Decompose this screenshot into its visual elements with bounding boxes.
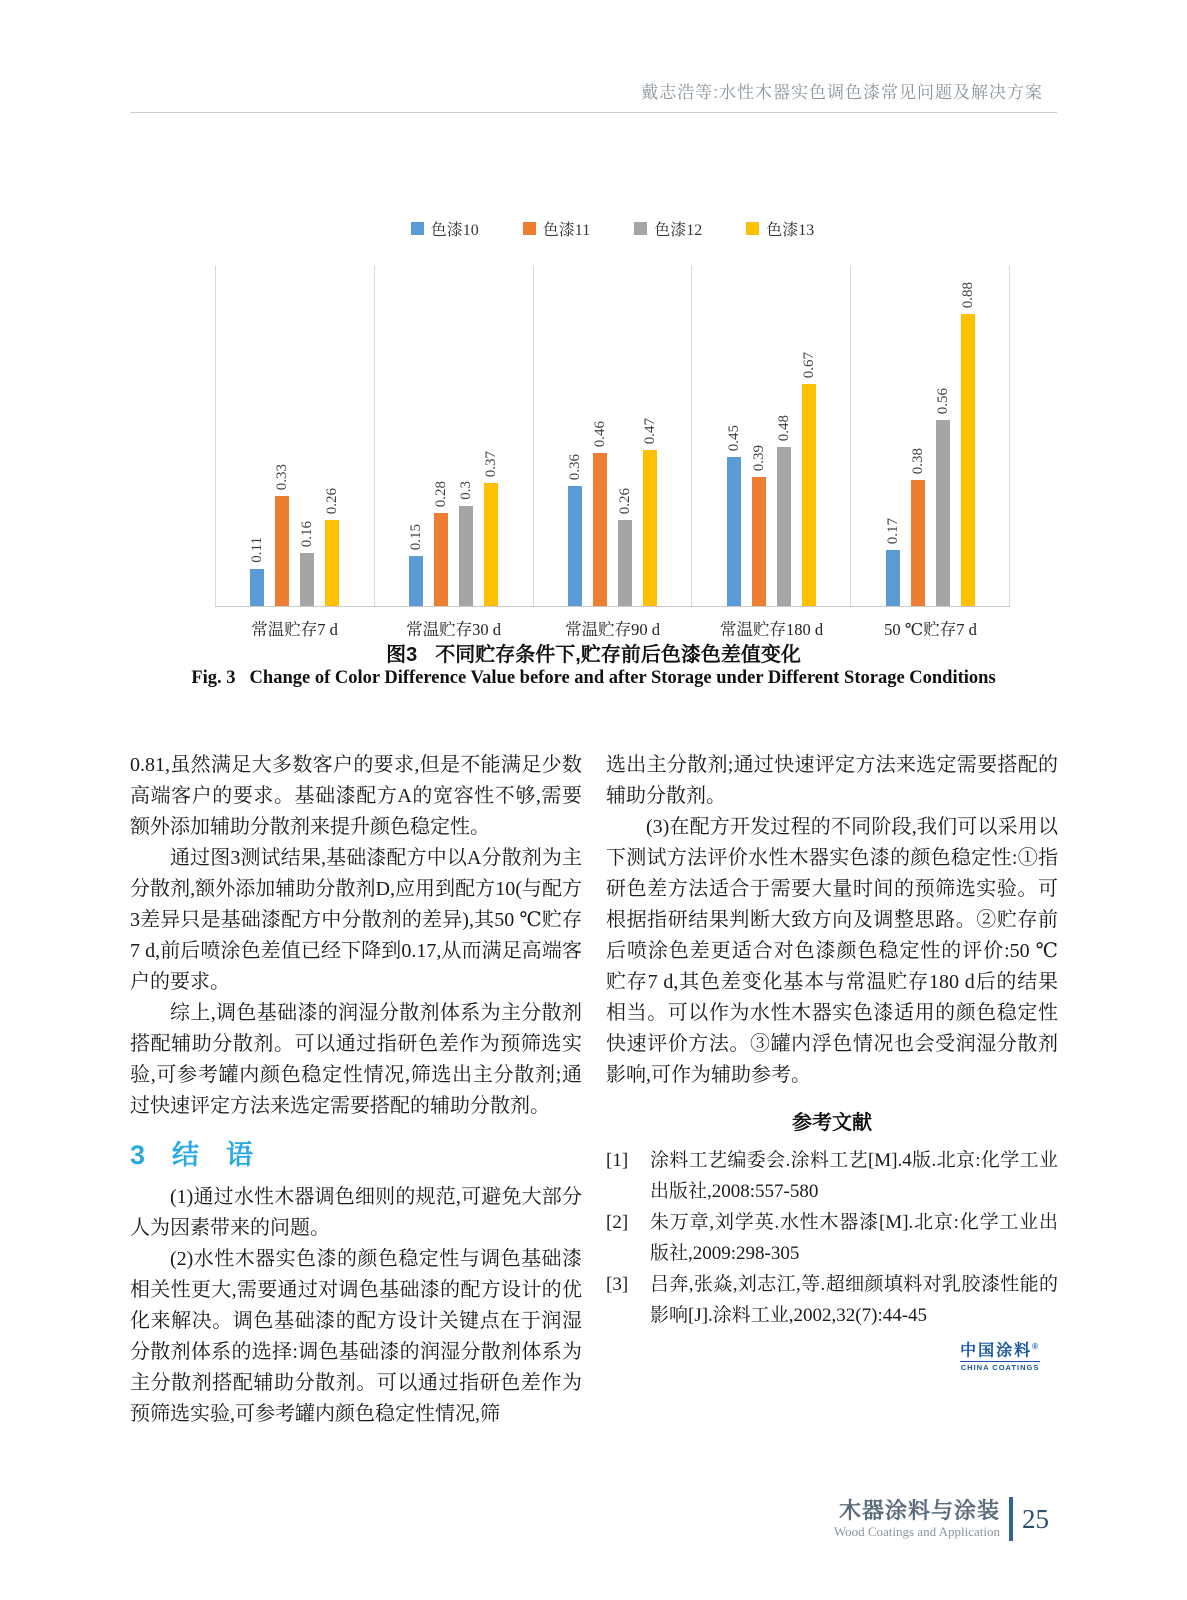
bar-value-label: 0.39 — [750, 444, 767, 471]
chart-group — [691, 266, 850, 606]
chart-group — [215, 266, 374, 606]
chart-bar — [959, 281, 976, 606]
paragraph: (3)在配方开发过程的不同阶段,我们可以采用以下测试方法评价水性木器实色漆的颜色稳定性:①指研色差方法适合于需要大量时间的预筛选实验。可根据指研结果判断大致方向及调整思路。②贮存前后喷涂色差更适合对色漆颜色稳定性的评价:50 ℃贮存7 d,其色差变化基本与常温贮存180 d后的结果相当。可以作为水性木器实色漆适用的颜色稳定性快速评价方法。③罐内浮色情况也会受润湿分散剂影响,可作为辅助参考。 — [606, 816, 1058, 1086]
chart-legend — [215, 218, 1010, 238]
legend-label: 色漆11 — [542, 221, 591, 239]
reference-item — [606, 1269, 1058, 1331]
bar-value-label: 0.11 — [249, 537, 266, 563]
figure-number-zh: 图3 — [386, 644, 418, 666]
figure-caption-zh — [130, 638, 1057, 667]
chart-bar — [299, 520, 316, 606]
references-list — [606, 1145, 1058, 1331]
page-number: 25 — [1022, 1504, 1049, 1534]
logo-text-zh — [960, 1338, 1040, 1360]
journal-titles — [834, 1499, 1000, 1540]
bar-value-label: 0.26 — [324, 487, 341, 514]
figure-caption-en-text: Change of Color Difference Value before and after Storage under Different Storage Conditions — [249, 668, 996, 688]
chart-group — [374, 266, 533, 606]
category-label: 常温贮存30 d — [406, 620, 501, 639]
bar-value-label: 0.16 — [299, 520, 316, 547]
chart-bar — [750, 444, 767, 606]
bar-value-label: 0.15 — [408, 523, 425, 550]
figure-number-en: Fig. 3 — [191, 668, 236, 688]
chart-bar — [249, 537, 266, 606]
legend-label: 色漆13 — [766, 221, 815, 239]
bar-value-label: 0.38 — [909, 447, 926, 474]
chart-bar — [641, 417, 658, 606]
category-label: 50 ℃贮存7 d — [884, 620, 977, 639]
chart-group — [850, 266, 1009, 606]
paragraph: (1)通过水性木器调色细则的规范,可避免大部分人为因素带来的问题。 — [130, 1186, 582, 1239]
reference-number: [2] — [606, 1212, 629, 1233]
bar-value-label: 0.56 — [934, 387, 951, 414]
legend-swatch-icon — [523, 222, 536, 235]
paragraph: 选出主分散剂;通过快速评定方法来选定需要搭配的辅助分散剂。 — [606, 754, 1058, 807]
legend-item — [523, 218, 590, 238]
running-header: 戴志浩等:水性木器实色调色漆常见问题及解决方案 — [130, 78, 1057, 113]
bar-value-label: 0.67 — [800, 351, 817, 378]
chart-bar — [775, 414, 792, 606]
bar-value-label: 0.36 — [566, 453, 583, 480]
reference-number: [3] — [606, 1274, 629, 1295]
reference-item — [606, 1145, 1058, 1207]
references-heading: 参考文献 — [792, 1112, 872, 1134]
chart-bar — [909, 447, 926, 606]
footer-divider — [1009, 1497, 1013, 1541]
legend-swatch-icon — [411, 222, 424, 235]
chart-bar — [725, 424, 742, 606]
legend-label: 色漆12 — [654, 221, 703, 239]
chart-bar — [274, 463, 291, 606]
category-label: 常温贮存180 d — [719, 620, 824, 639]
chart-category-axis — [215, 616, 1010, 640]
left-column-paragraphs — [130, 750, 582, 1122]
registered-mark-icon: ® — [1032, 1342, 1040, 1351]
paragraph: 通过图3测试结果,基础漆配方中以A分散剂为主分散剂,额外添加辅助分散剂D,应用到配方10(与配方3差异只是基础漆配方中分散剂的差异),其50 ℃贮存7 d,前后喷涂色差值已经下降到0.17,从而满足高端客户的要求。 — [130, 847, 582, 993]
bar-value-label: 0.47 — [641, 417, 658, 444]
figure-caption-en — [90, 668, 1097, 689]
reference-item — [606, 1207, 1058, 1269]
section-heading-conclusion: 3 结 语 — [130, 1140, 254, 1170]
page-footer — [834, 1497, 1049, 1541]
bar-value-label: 0.28 — [433, 480, 450, 507]
legend-swatch-icon — [634, 222, 647, 235]
chart-bar — [408, 523, 425, 606]
bar-value-label: 0.37 — [483, 450, 500, 477]
right-column-paragraphs — [606, 750, 1058, 1091]
left-column — [130, 750, 582, 1430]
china-coatings-logo — [960, 1338, 1040, 1372]
bar-value-label: 0.48 — [775, 414, 792, 441]
bar-value-label: 0.17 — [884, 517, 901, 544]
chart-bar — [800, 351, 817, 606]
conclusion-paragraphs — [130, 1182, 582, 1430]
legend-label: 色漆10 — [430, 221, 479, 239]
bar-value-label: 0.33 — [274, 463, 291, 490]
chart-bar — [616, 487, 633, 606]
logo-text-en: CHINA COATINGS — [960, 1363, 1040, 1373]
bar-value-label: 0.3 — [458, 481, 475, 500]
chart-bar — [458, 481, 475, 606]
chart-plot-area — [215, 266, 1010, 607]
figure3-chart — [215, 218, 1010, 640]
logo-brand-zh: 中国涂料 — [960, 1342, 1033, 1360]
legend-item — [746, 218, 814, 238]
journal-title-en: Wood Coatings and Application — [833, 1523, 1000, 1539]
paragraph: 0.81,虽然满足大多数客户的要求,但是不能满足少数高端客户的要求。基础漆配方A的宽容性不够,需要额外添加辅助分散剂来提升颜色稳定性。 — [130, 754, 582, 838]
bar-value-label: 0.26 — [616, 487, 633, 514]
chart-bar — [934, 387, 951, 606]
reference-number: [1] — [606, 1150, 629, 1171]
chart-bar — [591, 420, 608, 606]
chart-bar — [433, 480, 450, 606]
bar-value-label: 0.45 — [725, 424, 742, 451]
paragraph: 综上,调色基础漆的润湿分散剂体系为主分散剂搭配辅助分散剂。可以通过指研色差作为预筛选实验,可参考罐内颜色稳定性情况,筛选出主分散剂;通过快速评定方法来选定需要搭配的辅助分散剂。 — [130, 1002, 582, 1117]
reference-text: 朱万章,刘学英.水性木器漆[M].北京:化学工业出版社,2009:298-305 — [650, 1212, 1058, 1264]
legend-swatch-icon — [746, 222, 759, 235]
reference-text: 涂料工艺编委会.涂料工艺[M].4版.北京:化学工业出版社,2008:557-580 — [650, 1150, 1058, 1202]
chart-group — [533, 266, 692, 606]
bar-value-label: 0.46 — [591, 420, 608, 447]
reference-text: 吕奔,张焱,刘志江,等.超细颜填料对乳胶漆性能的影响[J].涂料工业,2002,32(7):44-45 — [650, 1274, 1058, 1326]
paragraph: (2)水性木器实色漆的颜色稳定性与调色基础漆相关性更大,需要通过对调色基础漆的配方设计的优化来解决。调色基础漆的配方设计关键点在于润湿分散剂体系的选择:调色基础漆的润湿分散剂体系为主分散剂搭配辅助分散剂。可以通过指研色差作为预筛选实验,可参考罐内颜色稳定性情况,筛 — [130, 1248, 582, 1425]
category-label: 常温贮存7 d — [251, 620, 338, 639]
chart-bar — [884, 517, 901, 606]
figure-caption-zh-text: 不同贮存条件下,贮存前后色漆色差值变化 — [435, 644, 801, 666]
right-column — [606, 750, 1058, 1331]
chart-bar — [324, 487, 341, 606]
legend-item — [634, 218, 702, 238]
category-label: 常温贮存90 d — [565, 620, 660, 639]
legend-item — [411, 218, 479, 238]
bar-value-label: 0.88 — [959, 281, 976, 308]
chart-bar — [566, 453, 583, 606]
journal-title-zh: 木器涂料与涂装 — [838, 1497, 1000, 1523]
chart-bar — [483, 450, 500, 606]
